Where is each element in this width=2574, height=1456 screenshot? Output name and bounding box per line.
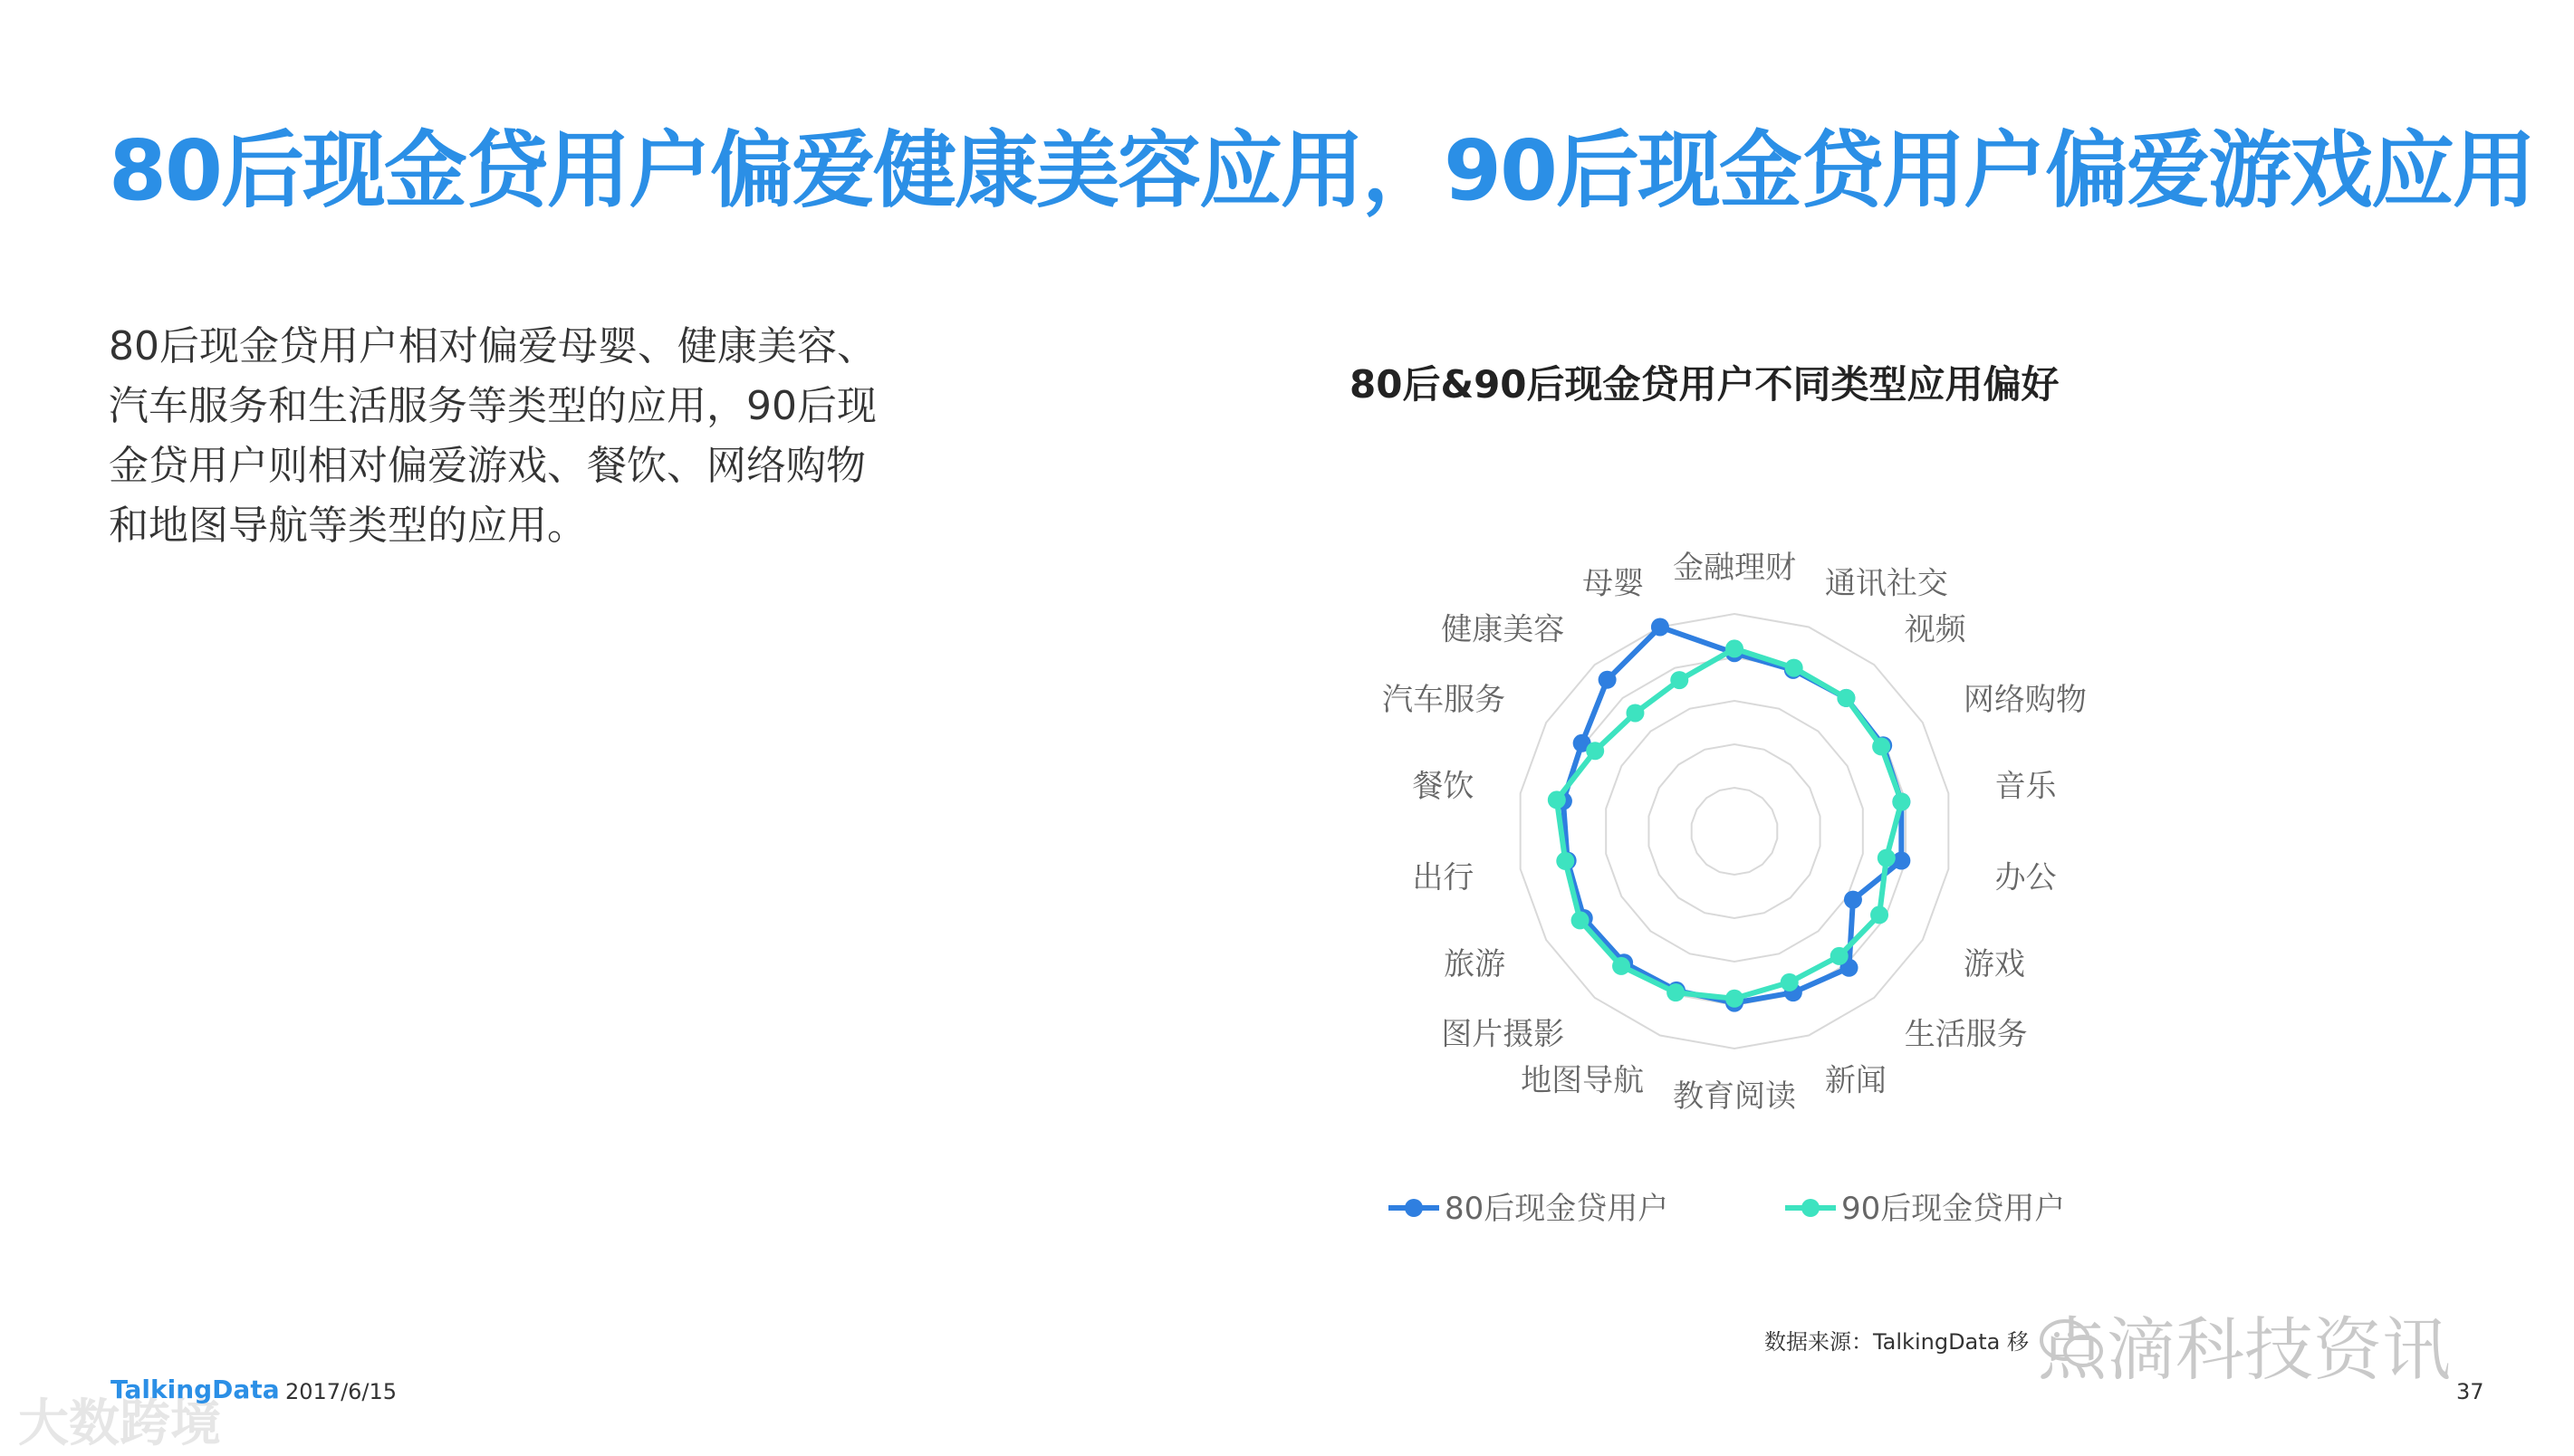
summary-line: 和地图导航等类型的应用。 [109,503,587,549]
radar-category-label: 地图导航 [1521,1062,1645,1099]
radar-grid-ring [1692,788,1778,875]
radar-category-label: 通讯社交 [1824,565,1948,602]
radar-data-point [1844,891,1862,909]
radar-data-point [1837,689,1855,707]
radar-data-point [1872,737,1890,755]
chart-title: 80后&90后现金贷用户不同类型应用偏好 [1349,362,2060,407]
radar-data-point [1586,742,1604,760]
radar-data-point [1892,792,1910,810]
radar-category-label: 金融理财 [1673,550,1796,586]
legend-marker [1405,1199,1423,1217]
radar-category-label: 新闻 [1824,1062,1887,1099]
legend-label: 80后现金贷用户 [1445,1191,1669,1227]
legend-marker [1801,1199,1820,1217]
radar-data-point [1599,671,1617,689]
radar-category-label: 出行 [1412,859,1474,896]
data-source: 数据来源：TalkingData 移 [1764,1329,2030,1355]
radar-category-label: 汽车服务 [1382,682,1506,718]
radar-category-label: 图片摄影 [1441,1016,1565,1053]
radar-category-label: 餐饮 [1412,768,1474,805]
brand-logo: TalkingData [110,1375,280,1404]
radar-category-label: 视频 [1904,611,1966,648]
radar-data-point [1548,790,1566,809]
radar-category-label: 办公 [1994,859,2057,896]
radar-data-point [1626,704,1644,722]
radar-category-label: 母婴 [1582,565,1645,602]
radar-category-label: 生活服务 [1904,1016,2028,1053]
radar-data-point [1785,659,1803,677]
watermark-text: 点滴科技资讯 [2038,1309,2451,1390]
radar-data-point [1651,618,1669,636]
radar-data-point [1870,905,1888,924]
radar-data-point [1830,947,1849,965]
radar-category-label: 音乐 [1994,768,2057,805]
summary-line: 汽车服务和生活服务等类型的应用，90后现 [109,383,877,429]
radar-data-point [1556,852,1574,870]
bottom-watermark-logo: 大数跨境 [18,1394,221,1453]
radar-grid-ring [1521,614,1949,1049]
radar-category-label: 网络购物 [1963,682,2087,718]
radar-grid-ring [1648,744,1820,918]
page-title: 80后现金贷用户偏爱健康美容应用，90后现金贷用户偏爱游戏应用 [109,122,2535,219]
radar-data-point [1725,990,1743,1008]
summary-line: 金贷用户则相对偏爱游戏、餐饮、网络购物 [109,443,866,489]
summary-line: 80后现金贷用户相对偏爱母婴、健康美容、 [109,323,877,369]
radar-data-point [1571,911,1590,929]
radar-category-label: 旅游 [1444,946,1506,982]
radar-category-label: 游戏 [1963,946,2025,982]
radar-data-point [1781,973,1799,991]
radar-category-label: 健康美容 [1441,611,1565,648]
radar-grid-ring [1606,701,1863,962]
radar-data-point [1612,957,1630,975]
radar-data-point [1878,849,1896,867]
radar-data-point [1725,639,1743,657]
page-number: 37 [2456,1379,2484,1404]
report-date: 2017/6/15 [285,1379,398,1404]
legend-label: 90后现金贷用户 [1841,1191,2066,1227]
radar-data-point [1666,983,1685,1001]
radar-category-label: 教育阅读 [1673,1078,1796,1115]
radar-data-point [1670,671,1688,689]
